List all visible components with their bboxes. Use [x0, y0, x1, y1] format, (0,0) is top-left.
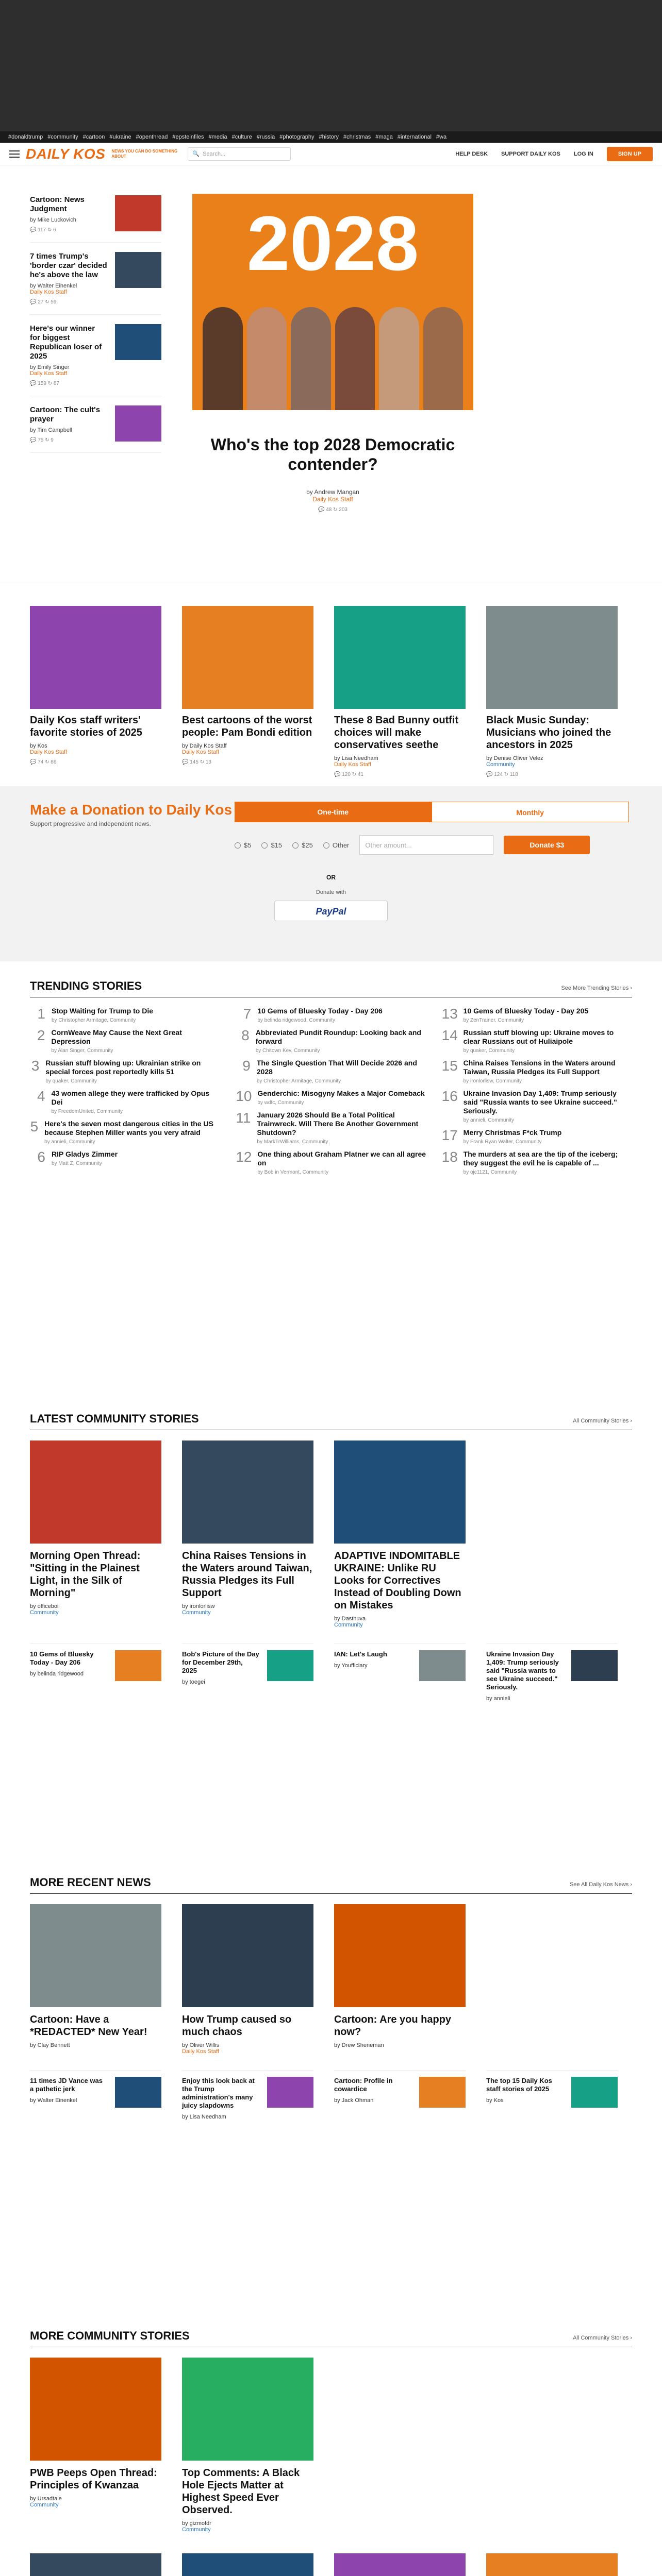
trending-title[interactable]: Here's the seven most dangerous cities in the US because Stephen Miller wants you very afraid	[44, 1120, 213, 1137]
trending-title[interactable]: The murders at sea are the tip of the iceberg; they suggest the evil he is capable of ...	[463, 1150, 618, 1167]
featured-image[interactable]	[334, 606, 466, 709]
trending-title[interactable]: 10 Gems of Bluesky Today - Day 205	[463, 1007, 589, 1015]
small-author[interactable]: by toegei	[182, 1679, 205, 1685]
story-card[interactable]	[182, 1440, 313, 1628]
radio-icon	[261, 842, 268, 849]
recent-more-link[interactable]: See All Daily Kos News ›	[569, 1882, 632, 1888]
amount-radio[interactable]	[261, 841, 282, 849]
radio-icon	[292, 842, 299, 849]
trending-meta: by annieli, Community	[463, 1117, 515, 1123]
tag-link[interactable]: #cartoon	[82, 134, 105, 140]
featured-card[interactable]	[334, 606, 466, 777]
menu-icon[interactable]	[9, 150, 20, 158]
paypal-button[interactable]: PayPal	[274, 901, 388, 921]
story-byline	[182, 2042, 313, 2055]
story-title[interactable]: ADAPTIVE INDOMITABLE UKRAINE: Unlike RU Looks for Correctives Instead of Doubling Down on Mistakes	[334, 1550, 461, 1611]
featured-staff: Community	[486, 761, 515, 768]
small-author[interactable]: by Youfficiary	[334, 1663, 368, 1669]
trending-meta: by Frank Ryan Walter, Community	[463, 1139, 542, 1145]
trending-meta: by quaker, Community	[463, 1048, 515, 1054]
or-divider: OR	[326, 874, 336, 881]
featured-meta: 💬 124 ↻ 118	[486, 772, 518, 777]
featured-byline	[486, 755, 618, 768]
small-title[interactable]: Bob's Picture of the Day for December 29th, 2025	[182, 1650, 259, 1674]
story-card[interactable]	[334, 1440, 466, 1628]
amount-label: $5	[244, 841, 252, 849]
hero-story[interactable]	[192, 165, 473, 585]
tag-bar	[0, 131, 662, 143]
trending-meta: by wdfc, Community	[257, 1100, 304, 1106]
small-thumbnail[interactable]	[571, 2077, 618, 2108]
amount-radio[interactable]	[292, 841, 313, 849]
tag-link[interactable]: #history	[319, 134, 339, 140]
trending-item[interactable]	[442, 1007, 632, 1023]
story-title[interactable]: China Raises Tensions in the Waters around Taiwan, Russia Pledges its Full Support	[182, 1550, 312, 1599]
hero-meta: 💬 48 ↻ 203	[318, 507, 347, 513]
trending-title[interactable]: China Raises Tensions in the Waters around Taiwan, Russia Pledges its Full Support	[463, 1059, 616, 1076]
trending-title[interactable]: The Single Question That Will Decide 2026 and 2028	[256, 1059, 417, 1076]
latest-more-link[interactable]: All Community Stories ›	[573, 1418, 632, 1424]
tag-link[interactable]: #international	[397, 134, 432, 140]
story-title[interactable]: Cartoon: Have a *REDACTED* New Year!	[30, 2014, 147, 2038]
story-byline	[334, 1616, 466, 1628]
featured-image[interactable]	[30, 606, 161, 709]
trending-item[interactable]	[442, 1059, 632, 1084]
story-image[interactable]	[334, 1440, 466, 1544]
featured-staff: Daily Kos Staff	[334, 761, 371, 768]
more-community-heading: MORE COMMUNITY STORIES	[30, 2329, 190, 2342]
trending-more-link[interactable]: See More Trending Stories ›	[561, 985, 632, 991]
trending-rank: 2	[37, 1027, 45, 1043]
small-author[interactable]: by Lisa Needham	[182, 2114, 226, 2120]
site-logo[interactable]: DAILY KOS	[26, 145, 106, 162]
small-story[interactable]	[486, 1643, 618, 1702]
story-title[interactable]: PWB Peeps Open Thread: Principles of Kwanzaa	[30, 2467, 157, 2491]
trending-item[interactable]	[30, 1059, 220, 1084]
story-title[interactable]: Top Comments: A Black Hole Ejects Matter at Highest Speed Ever Observed.	[182, 2467, 300, 2516]
story-source: Community	[334, 1622, 363, 1628]
trending-meta: by Bob in Vermont, Community	[257, 1170, 329, 1175]
small-thumbnail[interactable]	[419, 1650, 466, 1681]
story-thumbnail[interactable]	[115, 252, 161, 288]
hero-image[interactable]	[192, 194, 473, 410]
small-story[interactable]	[334, 1643, 466, 1702]
trending-item[interactable]	[236, 1059, 426, 1084]
amount-label: $25	[302, 841, 313, 849]
search-input[interactable]	[188, 147, 291, 161]
site-header	[0, 143, 662, 165]
story-byline	[30, 2042, 161, 2048]
story-byline	[334, 2042, 466, 2048]
trending-rank: 1	[37, 1006, 45, 1022]
help-desk-link[interactable]: HELP DESK	[455, 150, 488, 157]
story-author[interactable]: by Ursadtale	[30, 2496, 62, 2502]
story-staff: Daily Kos Staff	[30, 370, 67, 377]
amount-radio[interactable]	[323, 841, 350, 849]
featured-byline	[182, 743, 313, 755]
story-byline	[182, 1603, 313, 1616]
small-title[interactable]: Ukraine Invasion Day 1,409: Trump seriously said "Russia wants to see Ukraine succeed." Seriously.	[486, 1650, 559, 1691]
story-image[interactable]	[30, 1440, 161, 1544]
tag-link[interactable]: #epsteinfiles	[172, 134, 204, 140]
latest-community-section	[0, 1412, 662, 1876]
story-card[interactable]	[30, 1440, 161, 1628]
small-thumbnail[interactable]	[267, 1650, 313, 1681]
monthly-tab[interactable]: Monthly	[432, 802, 630, 822]
story-author[interactable]: by Dasthuva	[334, 1616, 366, 1622]
tag-link[interactable]: #russia	[256, 134, 275, 140]
featured-byline	[30, 743, 161, 755]
search-icon: 🔍	[192, 151, 200, 157]
trending-item[interactable]	[442, 1128, 632, 1145]
story-thumbnail[interactable]	[115, 195, 161, 231]
featured-card[interactable]	[182, 606, 313, 766]
left-story[interactable]	[30, 315, 161, 396]
story-image[interactable]	[182, 1440, 313, 1544]
trending-rank: 7	[243, 1006, 252, 1022]
trending-rank: 10	[236, 1088, 252, 1104]
story-image[interactable]	[182, 1904, 313, 2007]
donate-button[interactable]: Donate $3	[504, 836, 590, 854]
small-thumbnail[interactable]	[571, 1650, 618, 1681]
trending-item[interactable]	[30, 1089, 220, 1114]
featured-image[interactable]	[182, 606, 313, 709]
story-author[interactable]: by Clay Bennett	[30, 2042, 70, 2048]
trending-rank: 8	[241, 1027, 250, 1043]
trending-meta: by annieli, Community	[44, 1139, 95, 1145]
trending-title[interactable]: Stop Waiting for Trump to Die	[52, 1007, 154, 1015]
trending-rank: 3	[31, 1058, 40, 1074]
trending-item[interactable]	[236, 1089, 426, 1106]
search-placeholder: Search...	[203, 150, 226, 157]
trending-item[interactable]	[236, 1111, 426, 1145]
story-image[interactable]	[30, 2358, 161, 2461]
small-story[interactable]	[182, 1643, 313, 1702]
top-section	[0, 165, 662, 585]
small-author[interactable]: by Kos	[486, 2097, 504, 2104]
hero-image-text: 2028	[246, 200, 419, 286]
trending-meta: by belinda ridgewood, Community	[257, 1018, 335, 1023]
trending-meta: by Alan Singer, Community	[51, 1048, 113, 1054]
featured-meta: 💬 145 ↻ 13	[182, 759, 211, 765]
trending-title[interactable]: RIP Gladys Zimmer	[52, 1150, 118, 1158]
trending-rank: 18	[441, 1149, 458, 1165]
small-thumbnail[interactable]	[115, 2077, 161, 2108]
trending-rank: 4	[37, 1088, 45, 1104]
story-image[interactable]	[334, 1904, 466, 2007]
amount-radio[interactable]	[235, 841, 251, 849]
story-source: Community	[182, 2527, 211, 2533]
story-source: Daily Kos Staff	[182, 2048, 219, 2055]
trending-rank: 13	[441, 1006, 458, 1022]
story-source: Community	[30, 1609, 59, 1616]
hero-author[interactable]: by Andrew Mangan	[306, 488, 359, 496]
radio-icon	[235, 842, 241, 849]
trending-meta: by Matt Z, Community	[52, 1161, 102, 1166]
signup-button[interactable]: SIGN UP	[607, 147, 653, 161]
small-story[interactable]	[30, 2070, 161, 2120]
trending-title[interactable]: 43 women allege they were trafficked by Opus Dei	[51, 1089, 210, 1106]
trending-item[interactable]	[30, 1028, 220, 1054]
story-card[interactable]	[182, 1904, 313, 2055]
donate-with-label: Donate with	[316, 889, 346, 895]
story-meta: 💬 75 ↻ 9	[30, 437, 54, 443]
trending-item[interactable]	[442, 1089, 632, 1123]
featured-row	[0, 585, 662, 786]
story-card[interactable]	[182, 2358, 313, 2533]
story-author[interactable]: by Mike Luckovich	[30, 217, 76, 223]
trending-rank: 16	[441, 1088, 458, 1104]
featured-author[interactable]: by Denise Oliver Velez	[486, 755, 543, 761]
trending-title[interactable]: One thing about Graham Platner we can all agree on	[257, 1150, 426, 1167]
story-byline	[30, 1603, 161, 1616]
trending-rank: 14	[441, 1027, 458, 1043]
donate-subtitle: Support progressive and independent news.	[30, 820, 151, 827]
story-card[interactable]	[334, 1904, 466, 2055]
radio-icon	[323, 842, 329, 849]
featured-title[interactable]: These 8 Bad Bunny outfit choices will make conservatives seethe	[334, 715, 459, 751]
story-card[interactable]	[30, 2553, 161, 2576]
one-time-tab[interactable]: One-time	[235, 802, 432, 822]
story-author[interactable]: by Oliver Willis	[182, 2042, 220, 2048]
featured-author[interactable]: by Kos	[30, 743, 47, 749]
trending-rank: 15	[441, 1058, 458, 1074]
trending-meta: by ironlorlisw, Community	[463, 1078, 522, 1084]
story-author[interactable]: by Drew Sheneman	[334, 2042, 384, 2048]
small-story[interactable]	[486, 2070, 618, 2120]
story-title[interactable]: Morning Open Thread: "Sitting in the Plainest Light, in the Silk of Morning"	[30, 1550, 141, 1599]
featured-card[interactable]	[486, 606, 618, 777]
story-title[interactable]: Cartoon: Are you happy now?	[334, 2014, 452, 2038]
small-title[interactable]: The top 15 Daily Kos staff stories of 2025	[486, 2077, 552, 2093]
trending-meta: by Christopher Armitage, Community	[52, 1018, 136, 1023]
small-title[interactable]: Cartoon: Profile in cowardice	[334, 2077, 393, 2093]
logo-tagline: NEWS YOU CAN DO SOMETHING ABOUT	[111, 148, 178, 159]
story-author[interactable]: by Walter Einenkel	[30, 283, 77, 289]
small-thumbnail[interactable]	[267, 2077, 313, 2108]
trending-meta: by quaker, Community	[45, 1078, 97, 1084]
featured-image[interactable]	[486, 606, 618, 709]
trending-title[interactable]: Russian stuff blowing up: Ukraine moves to clear Russians out of Huliaipole	[463, 1028, 614, 1045]
story-title[interactable]: 7 times Trump's 'border czar' decided he's above the law	[30, 252, 107, 279]
story-card[interactable]	[30, 1904, 161, 2055]
trending-title[interactable]: 10 Gems of Bluesky Today - Day 206	[257, 1007, 383, 1015]
left-story[interactable]	[30, 396, 161, 453]
small-story[interactable]	[30, 1643, 161, 1702]
story-thumbnail[interactable]	[115, 324, 161, 360]
login-link[interactable]: LOG IN	[573, 150, 593, 157]
trending-title[interactable]: Abbreviated Pundit Roundup: Looking back and forward	[255, 1028, 421, 1045]
featured-title[interactable]: Best cartoons of the worst people: Pam Bondi edition	[182, 715, 312, 738]
trending-rank: 11	[236, 1110, 251, 1126]
more-community-link[interactable]: All Community Stories ›	[573, 2335, 632, 2341]
other-amount-input[interactable]: Other amount...	[359, 835, 493, 855]
small-title[interactable]: Enjoy this look back at the Trump administration's many juicy slapdowns	[182, 2077, 255, 2109]
small-author[interactable]: by Jack Ohman	[334, 2097, 374, 2104]
story-image[interactable]	[182, 2553, 313, 2576]
trending-item[interactable]	[236, 1150, 426, 1175]
trending-title[interactable]: January 2026 Should Be a Total Political Trainwreck. Will There Be Another Government Shutdown?	[257, 1111, 419, 1137]
trending-rank: 5	[30, 1118, 39, 1134]
small-story[interactable]	[182, 2070, 313, 2120]
amount-label: $15	[271, 841, 283, 849]
tag-link[interactable]: #donaldtrump	[8, 134, 43, 140]
ad-banner	[0, 0, 662, 131]
trending-item[interactable]	[442, 1150, 632, 1175]
small-author[interactable]: by Walter Einenkel	[30, 2097, 77, 2104]
tag-link[interactable]: #christmas	[343, 134, 371, 140]
small-author[interactable]: by belinda ridgewood	[30, 1671, 84, 1677]
tag-link[interactable]: #photography	[279, 134, 315, 140]
story-image[interactable]	[182, 2358, 313, 2461]
latest-heading: LATEST COMMUNITY STORIES	[30, 1412, 199, 1425]
small-story[interactable]	[334, 2070, 466, 2120]
featured-title[interactable]: Black Music Sunday: Musicians who joined the ancestors in 2025	[486, 715, 611, 751]
story-image[interactable]	[30, 2553, 161, 2576]
story-card[interactable]	[486, 1440, 618, 1628]
trending-heading: TRENDING STORIES	[30, 979, 142, 992]
featured-author[interactable]: by Lisa Needham	[334, 755, 378, 761]
story-meta: 💬 117 ↻ 6	[30, 227, 56, 233]
trending-meta: by Christopher Armitage, Community	[256, 1078, 341, 1084]
small-thumbnail[interactable]	[115, 1650, 161, 1681]
story-author[interactable]: by officeboi	[30, 1603, 59, 1609]
story-card[interactable]	[486, 2553, 618, 2576]
featured-meta: 💬 120 ↻ 41	[334, 772, 363, 777]
story-title[interactable]: Cartoon: News Judgment	[30, 195, 85, 213]
trending-meta: by ZenTrainer, Community	[463, 1018, 524, 1023]
story-card[interactable]	[182, 2553, 313, 2576]
trending-section	[0, 961, 662, 1412]
story-thumbnail[interactable]	[115, 405, 161, 442]
donate-title: Make a Donation to Daily Kos	[30, 802, 233, 818]
small-title[interactable]: 11 times JD Vance was a pathetic jerk	[30, 2077, 103, 2093]
tag-link[interactable]: #culture	[231, 134, 252, 140]
story-meta: 💬 27 ↻ 59	[30, 299, 57, 305]
tag-link[interactable]: #ukraine	[109, 134, 131, 140]
recent-heading: MORE RECENT NEWS	[30, 1876, 151, 1889]
amount-label: Other	[332, 841, 350, 849]
more-community-section	[0, 2329, 662, 2576]
featured-staff: Daily Kos Staff	[182, 749, 219, 755]
trending-item[interactable]	[30, 1150, 220, 1166]
story-image[interactable]	[334, 2553, 466, 2576]
featured-meta: 💬 74 ↻ 86	[30, 759, 57, 765]
trending-item[interactable]	[30, 1007, 220, 1023]
featured-byline	[334, 755, 466, 768]
trending-item[interactable]	[236, 1028, 426, 1054]
trending-rank: 12	[236, 1149, 252, 1165]
tag-link[interactable]: #wa	[436, 134, 447, 140]
featured-card[interactable]	[30, 606, 161, 766]
left-story[interactable]	[30, 186, 161, 243]
left-stories	[30, 165, 161, 585]
trending-title[interactable]: CornWeave May Cause the Next Great Depression	[51, 1028, 182, 1045]
recent-news-section	[0, 1876, 662, 2329]
story-image[interactable]	[30, 1904, 161, 2007]
small-title[interactable]: IAN: Let's Laugh	[334, 1650, 387, 1658]
hero-staff: Daily Kos Staff	[312, 496, 353, 503]
story-card[interactable]	[30, 2358, 161, 2533]
small-title[interactable]: 10 Gems of Bluesky Today - Day 206	[30, 1650, 94, 1666]
left-story[interactable]	[30, 243, 161, 315]
donate-section	[0, 786, 662, 961]
story-staff: Daily Kos Staff	[30, 289, 67, 295]
trending-meta: by ojc1121, Community	[463, 1170, 517, 1175]
story-image[interactable]	[486, 2553, 618, 2576]
story-byline	[182, 2520, 313, 2533]
trending-item[interactable]	[442, 1028, 632, 1054]
trending-title[interactable]: Russian stuff blowing up: Ukrainian strike on special forces post reportedly kills 51	[45, 1059, 201, 1076]
tag-link[interactable]: #media	[208, 134, 227, 140]
trending-item[interactable]	[236, 1007, 426, 1023]
trending-title[interactable]: Ukraine Invasion Day 1,409: Trump seriously said "Russia wants to see Ukraine succeed." Seriously.	[463, 1089, 617, 1115]
featured-title[interactable]: Daily Kos staff writers' favorite stories of 2025	[30, 715, 142, 738]
story-source: Community	[182, 1609, 211, 1616]
trending-title[interactable]: Merry Christmas F*ck Trump	[463, 1128, 562, 1137]
tag-link[interactable]: #maga	[375, 134, 393, 140]
story-byline	[30, 2496, 161, 2508]
story-author[interactable]: by gizmofdr	[182, 2520, 211, 2527]
story-title[interactable]: How Trump caused so much chaos	[182, 2014, 292, 2038]
tag-link[interactable]: #community	[47, 134, 78, 140]
trending-meta: by MarkTrWilliams, Community	[257, 1139, 328, 1145]
hero-title[interactable]: Who's the top 2028 Democratic contender?	[210, 435, 455, 473]
tag-link[interactable]: #openthread	[136, 134, 168, 140]
trending-meta: by FreedomUnited, Community	[51, 1109, 123, 1114]
featured-author[interactable]: by Daily Kos Staff	[182, 743, 227, 749]
story-author[interactable]: by ironlorlisw	[182, 1603, 215, 1609]
trending-item[interactable]	[30, 1120, 220, 1145]
story-author[interactable]: by Tim Campbell	[30, 427, 72, 433]
story-title[interactable]: Here's our winner for biggest Republican loser of 2025	[30, 324, 102, 361]
trending-rank: 9	[242, 1058, 251, 1074]
story-source: Community	[30, 2502, 59, 2508]
support-link[interactable]: SUPPORT DAILY KOS	[501, 150, 560, 157]
small-author[interactable]: by annieli	[486, 1696, 510, 1702]
small-thumbnail[interactable]	[419, 2077, 466, 2108]
trending-rank: 17	[441, 1127, 458, 1143]
trending-title[interactable]: Genderchic: Misogyny Makes a Major Comeback	[257, 1089, 425, 1097]
story-meta: 💬 159 ↻ 87	[30, 381, 59, 386]
story-card[interactable]	[334, 2553, 466, 2576]
story-author[interactable]: by Emily Singer	[30, 364, 70, 370]
trending-rank: 6	[37, 1149, 45, 1165]
story-title[interactable]: Cartoon: The cult's prayer	[30, 405, 101, 423]
trending-meta: by Chitown Kev, Community	[255, 1048, 320, 1054]
featured-staff: Daily Kos Staff	[30, 749, 67, 755]
